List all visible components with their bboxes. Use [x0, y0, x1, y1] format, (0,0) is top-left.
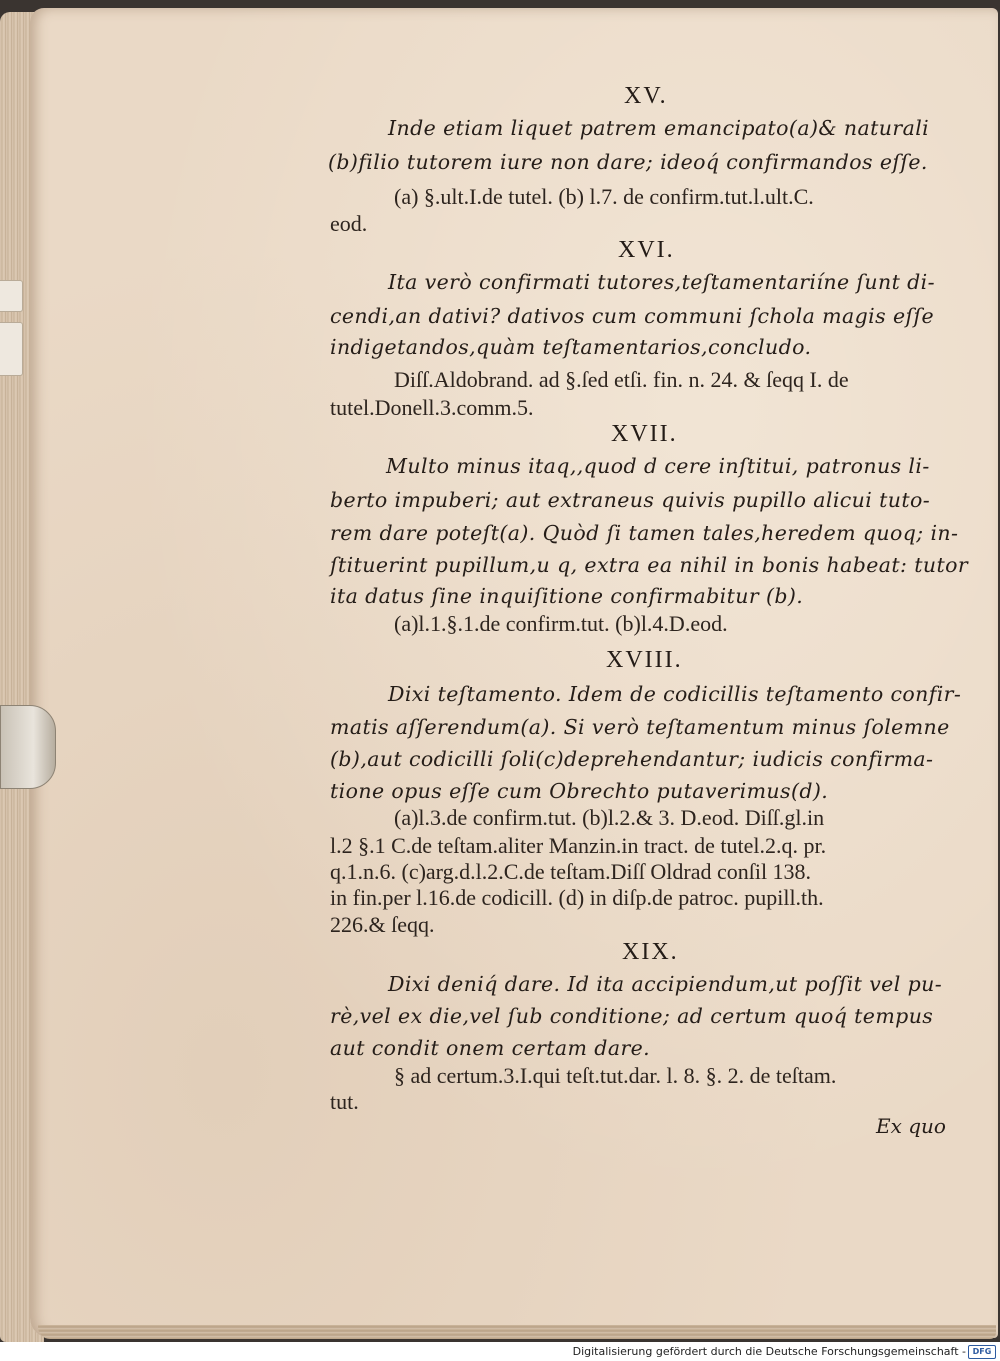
- text-line: Dixi teſtamento. Idem de codicillis teſtamento confir-: [388, 682, 962, 706]
- text-line: tione opus eſſe cum Obrechto putaverimus(d).: [330, 779, 829, 803]
- text-line: berto impuberi; aut extraneus quivis pupillo alicui tuto-: [330, 488, 931, 512]
- footnote-line: in fin.per l.16.de codicill. (d) in diſp.de patroc. pupill.th.: [330, 885, 824, 910]
- text-line: cendi,an dativi? dativos cum communi ſchola magis eſſe: [330, 304, 934, 328]
- footnote-line: eod.: [330, 211, 368, 236]
- text-line: ſtituerint pupillum,u q, extra ea nihil in bonis habeat: tutor: [330, 553, 969, 577]
- footnote-line: § ad certum.3.I.qui teſt.tut.dar. l. 8. §. 2. de teſtam.: [394, 1063, 837, 1088]
- text-line: Multo minus itaq,,quod d cere inſtitui, patronus li-: [386, 454, 930, 478]
- book-clip: [0, 705, 56, 789]
- footnote-line: (a)l.3.de confirm.tut. (b)l.2.& 3. D.eod. Diſſ.gl.in: [394, 805, 825, 830]
- text-line: indigetandos,quàm teſtamentarios,concludo.: [330, 335, 812, 359]
- section-heading-xviii: XVIII.: [606, 647, 683, 673]
- text-line: (b)filio tutorem iure non dare; ideoq́ confirmandos eſſe.: [328, 150, 928, 174]
- text-line: aut condit onem certam dare.: [330, 1036, 651, 1060]
- text-line: rè,vel ex die,vel ſub conditione; ad certum quoq́ tempus: [330, 1004, 934, 1028]
- footnote-line: l.2 §.1 C.de teſtam.aliter Manzin.in tract. de tutel.2.q. pr.: [330, 833, 827, 858]
- catchword: Ex quo: [876, 1114, 946, 1138]
- digitization-footer: [0, 1342, 1000, 1361]
- section-heading-xvii: XVII.: [611, 421, 678, 447]
- page-tab-marker: [0, 280, 23, 312]
- footnote-line: 226.& ſeqq.: [330, 912, 435, 937]
- bottom-page-edges: [38, 1325, 996, 1339]
- text-line: matis aſſerendum(a). Si verò teſtamentum minus ſolemne: [330, 715, 950, 739]
- dfg-logo: DFG: [968, 1345, 996, 1359]
- footnote-line: (a) §.ult.I.de tutel. (b) l.7. de confirm.tut.l.ult.C.: [394, 184, 814, 209]
- text-line: rem dare poteſt(a). Quòd ſi tamen tales,heredem quoq; in-: [330, 521, 959, 545]
- text-line: ita datus ſine inquiſitione confirmabitur (b).: [330, 584, 804, 608]
- text-line: Inde etiam liquet patrem emancipato(a)& naturali: [388, 116, 930, 140]
- footnote-line: tutel.Donell.3.comm.5.: [330, 395, 534, 420]
- section-heading-xix: XIX.: [622, 939, 679, 965]
- funding-credit: Digitalisierung gefördert durch die Deutsche Forschungsgemeinschaft -: [572, 1345, 966, 1358]
- page-tab-marker: [0, 322, 23, 376]
- text-line: Ita verò confirmati tutores,teſtamentariíne ſunt di-: [388, 270, 935, 294]
- footnote-line: q.1.n.6. (c)arg.d.l.2.C.de teſtam.Diſſ Oldrad conſil 138.: [330, 859, 812, 884]
- section-heading-xv: XV.: [624, 83, 668, 109]
- text-line: Dixi deniq́ dare. Id ita accipiendum,ut poſſit vel pu-: [388, 972, 943, 996]
- text-line: (b),aut codicilli ſoli(c)deprehendantur; iudicis confirma-: [330, 747, 934, 771]
- footnote-line: Diſſ.Aldobrand. ad §.ſed etſi. fin. n. 24. & ſeqq I. de: [394, 367, 849, 392]
- footnote-line: tut.: [330, 1089, 359, 1114]
- section-heading-xvi: XVI.: [618, 237, 675, 263]
- footnote-line: (a)l.1.§.1.de confirm.tut. (b)l.4.D.eod.: [394, 611, 728, 636]
